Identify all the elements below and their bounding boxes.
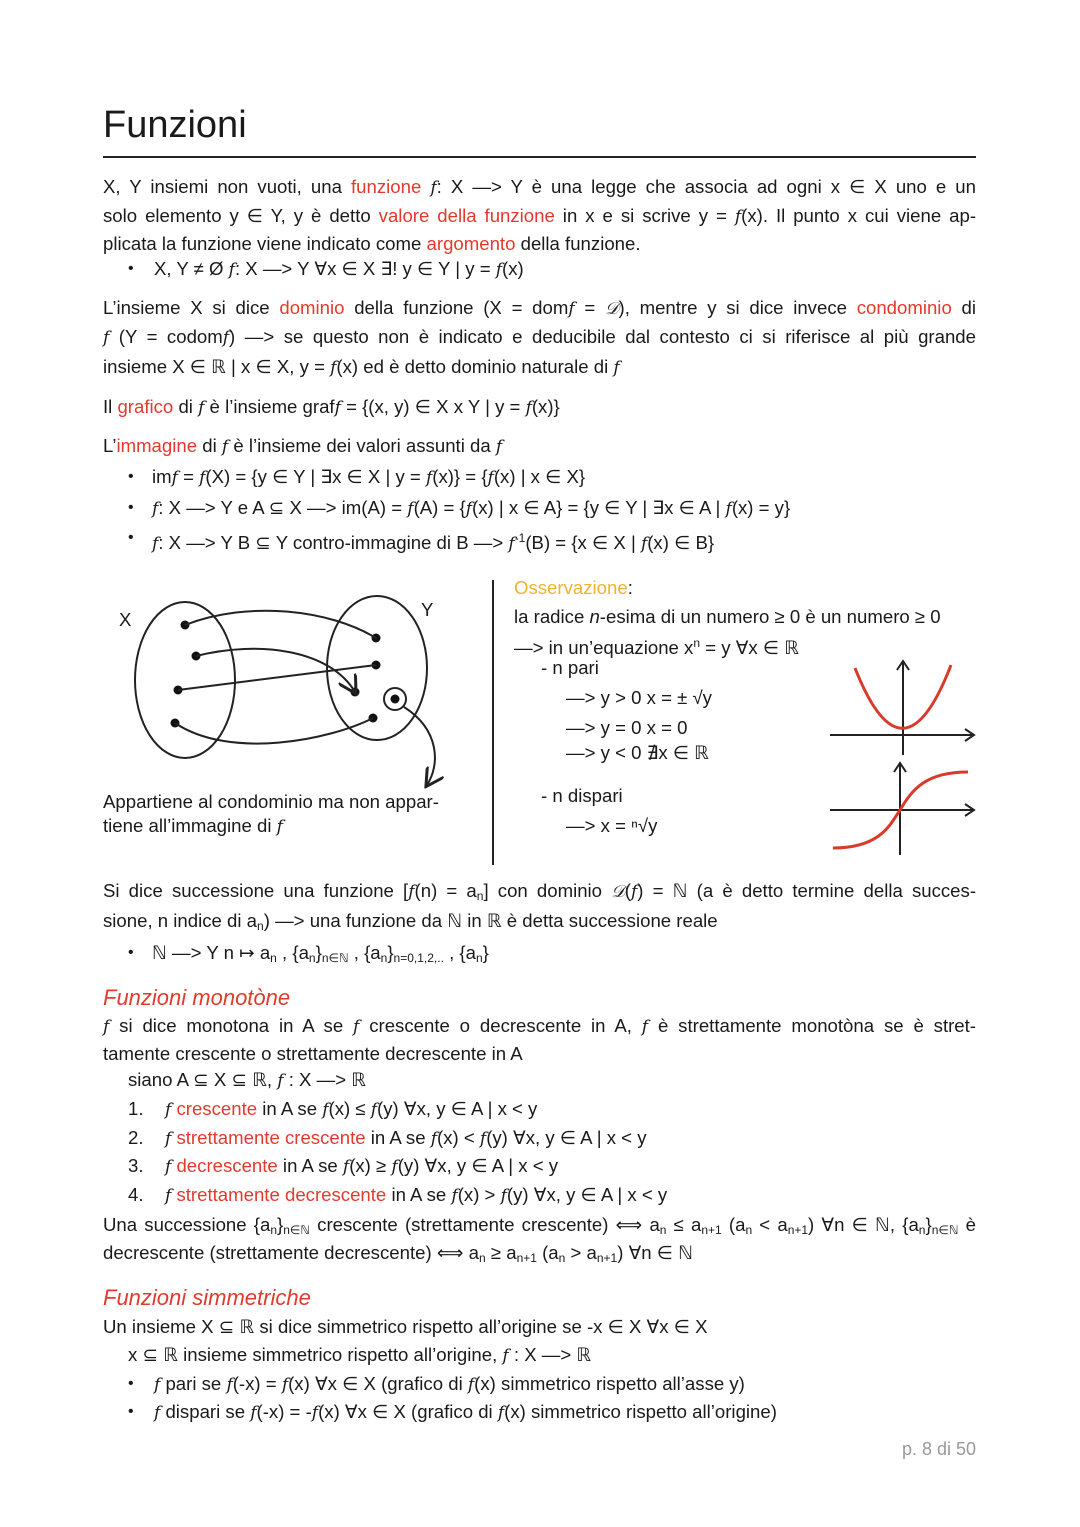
column-divider [492, 580, 494, 865]
text-span: n+1 [787, 1223, 809, 1237]
text-span: crescente (strettamente crescente) ⟺ a [309, 1214, 660, 1235]
math-symbol: f [103, 1017, 110, 1037]
text-span: n [745, 1223, 753, 1237]
math-symbol: f [154, 1403, 161, 1423]
text-span: Osservazione [514, 577, 628, 598]
math-symbol: f [342, 1157, 350, 1177]
text-span: pari se [160, 1373, 227, 1394]
list-item [154, 1400, 777, 1425]
text-span: n [476, 889, 484, 903]
highlighted-term: strettamente decrescente [176, 1184, 387, 1205]
text-span: Un insieme X ⊆ ℝ si dice simmetrico rispetto all’origine se -x ∈ X ∀x ∈ X [103, 1316, 708, 1337]
list-number: 2. [128, 1127, 144, 1148]
text-span: (y) ∀x, y ∈ A | x < y [397, 1155, 559, 1176]
page-title: Funzioni [103, 104, 247, 146]
text-span: insieme X ∈ ℝ | x ∈ X, y = [103, 356, 331, 377]
section-heading-symmetric: Funzioni simmetriche [103, 1285, 311, 1310]
text-span: (x)} = { [432, 466, 488, 487]
text-span: im [152, 466, 172, 487]
text-span: plicata la funzione viene indicato come [103, 233, 427, 254]
list-number: 4. [128, 1184, 144, 1205]
text-span: della funzione (X = dom [344, 297, 569, 318]
text-span: (-x) = [232, 1373, 282, 1394]
math-symbol: f [277, 1071, 284, 1091]
text-span: , {a [443, 942, 476, 963]
text-span: ≥ a [485, 1242, 517, 1263]
math-symbol: f [152, 499, 159, 519]
text-span: : X —> Y è una legge che associa ad ogni x ∈ X uno e un [436, 176, 976, 197]
text-span: : X —> ℝ [508, 1344, 592, 1365]
bullet-icon: • [128, 944, 134, 961]
text-span: è strettamente monotòna se è stret- [648, 1015, 976, 1036]
list-number: 3. [128, 1155, 144, 1176]
text-span: : X —> ℝ [283, 1069, 366, 1090]
text-span: dispari se [160, 1401, 251, 1422]
title-divider [103, 156, 976, 158]
observation-line [566, 686, 712, 710]
bullet-icon: • [128, 1403, 134, 1420]
math-symbol: f [425, 468, 433, 488]
math-symbol: f [222, 328, 230, 348]
text-span: di [197, 435, 222, 456]
text-span: —> y > 0 x = ± √y [566, 687, 712, 708]
text-span: di [951, 297, 976, 318]
math-symbol: f [276, 817, 283, 837]
text-span: , {a [276, 942, 309, 963]
indented-line [128, 1343, 591, 1368]
math-symbol: f [500, 1186, 507, 1206]
text-span: (x) ≤ [328, 1098, 371, 1119]
text-span: , {a [348, 942, 381, 963]
text-span: ) = ℕ (a è detto termine della succes- [637, 880, 977, 901]
text-span: n=0,1,2,.. [393, 951, 444, 965]
text-span: n [659, 1223, 667, 1237]
set-elements [171, 621, 400, 728]
paragraph-line [103, 1042, 523, 1066]
text-span: < a [752, 1214, 788, 1235]
text-span: (x) = y} [731, 497, 791, 518]
paragraph-line [103, 1213, 976, 1242]
paragraph-line [103, 204, 976, 229]
text-span: (x) ≥ [349, 1155, 392, 1176]
paragraph-line [103, 395, 560, 420]
odd-root-graph [825, 758, 980, 858]
text-span: —> in un’equazione x [514, 637, 694, 658]
highlighted-term: strettamente crescente [176, 1127, 366, 1148]
page-number: p. 8 di 50 [901, 1439, 976, 1459]
math-symbol: f [228, 260, 235, 280]
math-symbol: f [467, 1375, 475, 1395]
set-label-x: X [119, 609, 132, 630]
math-symbol: f [495, 437, 503, 457]
list-item [152, 496, 790, 521]
math-symbol: f [221, 437, 229, 457]
text-span: di [173, 396, 199, 417]
observation-line [541, 656, 599, 680]
text-span: sione, n indice di a [103, 910, 258, 931]
text-span: : X —> Y e A ⊆ X —> im(A) = [158, 497, 408, 518]
math-symbol: f [391, 1157, 398, 1177]
math-symbol: f [370, 1100, 378, 1120]
math-symbol: f [495, 260, 503, 280]
text-span: n∈ℕ [283, 1223, 310, 1237]
text-span: Appartiene al condominio ma non appar- [103, 791, 439, 812]
math-symbol: f [165, 1100, 172, 1120]
highlighted-term: crescente [176, 1098, 258, 1119]
text-span: ), mentre y si dice invece [618, 297, 857, 318]
math-symbol: f [199, 468, 206, 488]
text-span: in A se [257, 1098, 323, 1119]
math-symbol: f [430, 178, 437, 198]
text-span: ] con dominio [483, 880, 612, 901]
math-symbol: f [479, 1129, 487, 1149]
text-span: : X —> Y ∀x ∈ X ∃! y ∈ Y | y = [234, 258, 496, 279]
text-span: Una successione {a [103, 1214, 271, 1235]
bullet-icon: • [128, 260, 134, 277]
text-span: n [693, 636, 701, 650]
text-span: si dice monotona in A se [109, 1015, 354, 1036]
text-span: n [589, 606, 600, 627]
list-item [165, 1183, 667, 1208]
paragraph-line [103, 1315, 707, 1339]
text-span: (X) = {y ∈ Y | ∃x ∈ X | y = [205, 466, 426, 487]
indented-line [128, 1068, 366, 1093]
text-span: (-x) = - [256, 1401, 312, 1422]
math-symbol: f [525, 398, 532, 418]
math-symbol: f [226, 1375, 233, 1395]
observation-line [541, 784, 623, 808]
text-span: (n) = a [414, 880, 477, 901]
text-span: n [270, 951, 277, 965]
math-symbol: f [322, 1100, 329, 1120]
text-span: L’insieme X si dice [103, 297, 280, 318]
text-span: : [627, 577, 633, 598]
math-symbol: f [408, 882, 415, 902]
text-span: n [475, 951, 483, 965]
list-item [154, 257, 524, 282]
text-span: n [918, 1223, 926, 1237]
text-span: = {(x, y) ∈ X x Y | y = [340, 396, 526, 417]
text-span: n [558, 1251, 566, 1265]
list-item [165, 1126, 647, 1151]
text-span: ) —> se questo non è indicato e deducibile dal contesto ci si riferisce al più grande [229, 326, 976, 347]
text-span: - n pari [541, 657, 599, 678]
observation-line [566, 716, 687, 740]
text-span: ) ∀n ∈ ℕ [617, 1242, 694, 1263]
text-span: solo elemento y ∈ Y, y è detto [103, 205, 379, 226]
list-item [165, 1154, 558, 1179]
bullet-icon: • [128, 1375, 134, 1392]
text-span: (x) [502, 258, 524, 279]
math-symbol: f [641, 1017, 649, 1037]
text-span: è l’insieme graf [204, 396, 335, 417]
text-span: -1 [514, 531, 526, 545]
text-span: (x) | x ∈ X} [493, 466, 586, 487]
text-span: } [277, 1214, 284, 1235]
text-span: } [925, 1214, 932, 1235]
even-root-graph [825, 655, 980, 760]
text-span: -esima di un numero ≥ 0 è un numero ≥ 0 [599, 606, 941, 627]
text-span: in A se [386, 1184, 452, 1205]
paragraph-line [103, 325, 976, 350]
bullet-icon: • [128, 499, 134, 516]
text-span: n+1 [701, 1223, 722, 1237]
text-span: —> y = 0 x = 0 [566, 717, 688, 738]
paragraph-line [103, 1241, 693, 1270]
text-span: crescente o decrescente in A, [359, 1015, 642, 1036]
list-number: 1. [128, 1098, 144, 1119]
text-span: } [482, 942, 489, 963]
math-symbol: 𝒟 [604, 299, 619, 319]
math-symbol: f [165, 1186, 172, 1206]
math-symbol: f [568, 299, 575, 319]
math-symbol: f [171, 468, 178, 488]
text-span: ≤ a [666, 1214, 702, 1235]
math-symbol: f [353, 1017, 360, 1037]
math-symbol: f [311, 1403, 319, 1423]
paragraph-line [103, 434, 502, 459]
math-symbol: f [502, 1346, 509, 1366]
math-symbol: f [165, 1129, 172, 1149]
list-item [152, 465, 585, 490]
text-span: (a [536, 1242, 559, 1263]
math-symbol: f [103, 328, 110, 348]
text-span: tamente crescente o strettamente decrescente in A [103, 1043, 523, 1064]
paragraph-line [103, 1014, 976, 1039]
paragraph-line [103, 355, 620, 380]
text-span: Il [103, 396, 118, 417]
text-span: ) ∀n ∈ ℕ, {a [808, 1214, 919, 1235]
text-span: (a [721, 1214, 746, 1235]
math-symbol: f [250, 1403, 257, 1423]
math-symbol: f [497, 1403, 505, 1423]
bullet-icon: • [128, 529, 134, 546]
highlighted-term: condominio [856, 297, 952, 318]
math-symbol: f [154, 1375, 161, 1395]
text-span: (x) > [457, 1184, 501, 1205]
observation-line [514, 605, 941, 629]
text-span: è [958, 1214, 976, 1235]
math-symbol: f [165, 1157, 172, 1177]
text-span: n [270, 1223, 278, 1237]
paragraph-line [103, 175, 976, 200]
text-span: (x) simmetrico rispetto all’origine) [504, 1401, 777, 1422]
math-symbol: f [487, 468, 494, 488]
set-label-y: Y [421, 599, 434, 620]
text-span: ) —> una funzione da ℕ in ℝ è detta successione reale [263, 910, 718, 931]
paragraph-line [103, 879, 976, 908]
text-span: (y) ∀x, y ∈ A | x < y [486, 1127, 647, 1148]
text-span: (x) | x ∈ A} = {y ∈ Y | ∃x ∈ A | [472, 497, 726, 518]
text-span: - n dispari [541, 785, 623, 806]
text-span: (Y = codom [109, 326, 223, 347]
text-span: Si dice successione una funzione [ [103, 880, 409, 901]
observation-line [566, 814, 657, 838]
text-span: n+1 [596, 1251, 618, 1265]
text-span: n [380, 951, 388, 965]
text-span: L’ [103, 435, 117, 456]
text-span: n [478, 1251, 486, 1265]
text-span: della funzione. [515, 233, 641, 254]
observation-line [566, 741, 709, 765]
text-span: x ⊆ ℝ insieme simmetrico rispetto all’origine, [128, 1344, 503, 1365]
text-span: X, Y insiemi non vuoti, una [103, 176, 351, 197]
math-symbol: f [640, 534, 648, 554]
math-symbol: f [430, 1129, 438, 1149]
math-symbol: f [198, 398, 205, 418]
caption-line [103, 790, 439, 814]
text-span: in A se [277, 1155, 343, 1176]
highlighted-term: dominio [279, 297, 345, 318]
math-symbol: f [613, 358, 620, 378]
highlighted-term: argomento [426, 233, 516, 254]
bullet-icon: • [128, 468, 134, 485]
paragraph-line [103, 232, 641, 256]
text-span: n∈ℕ [321, 951, 349, 965]
text-span: n+1 [516, 1251, 537, 1265]
text-span: (x)} [531, 396, 560, 417]
section-heading-monotone: Funzioni monotòne [103, 985, 291, 1010]
math-symbol: f [734, 207, 742, 227]
text-span: tiene all’immagine di [103, 815, 277, 836]
text-span: ℕ —> Y n ↦ a [152, 942, 271, 963]
text-span: (y) ∀x, y ∈ A | x < y [377, 1098, 538, 1119]
text-span: X, Y ≠ Ø [154, 258, 229, 279]
text-span: decrescente (strettamente decrescente) ⟺ a [103, 1242, 479, 1263]
text-span: : X —> Y B ⊆ Y contro-immagine di B —> [158, 532, 509, 553]
list-item [165, 1097, 537, 1122]
text-span: in x e si scrive y = [554, 205, 735, 226]
text-span: (y) ∀x, y ∈ A | x < y [506, 1184, 668, 1205]
list-item [154, 1372, 745, 1397]
text-span: (x) ∀x ∈ X (grafico di [288, 1373, 468, 1394]
text-span: —> y < 0 ∄x ∈ ℝ [566, 742, 709, 763]
paragraph-line [103, 909, 718, 938]
text-span: > a [565, 1242, 597, 1263]
math-symbol: 𝒟 [611, 882, 625, 902]
list-item [152, 526, 714, 556]
text-span: la radice [514, 606, 590, 627]
math-symbol: f [451, 1186, 458, 1206]
list-item [152, 941, 489, 970]
text-span: (x) ∀x ∈ X (grafico di [318, 1401, 498, 1422]
function-mapping-diagram [100, 590, 460, 800]
text-span: n [308, 951, 316, 965]
math-symbol: f [334, 398, 341, 418]
text-span: (x) simmetrico rispetto all’asse y) [474, 1373, 745, 1394]
text-span: —> x = ⁿ√y [566, 815, 658, 836]
math-symbol: f [725, 499, 732, 519]
paragraph-line [103, 296, 976, 321]
highlighted-term: funzione [351, 176, 422, 197]
text-span: (A) = { [413, 497, 466, 518]
math-symbol: f [508, 534, 515, 554]
text-span: } [315, 942, 322, 963]
text-span: è l’insieme dei valori assunti da [228, 435, 496, 456]
text-span: = [574, 297, 605, 318]
text-span: n [257, 919, 264, 933]
caption-line [103, 814, 283, 839]
math-symbol: f [630, 882, 638, 902]
math-symbol: f [152, 534, 159, 554]
text-span: ( [624, 880, 631, 901]
text-span: (B) = {x ∈ X | [525, 532, 641, 553]
text-span: = [177, 466, 200, 487]
highlighted-term: grafico [117, 396, 174, 417]
text-span: (x) ∈ B} [647, 532, 715, 553]
math-symbol: f [330, 358, 337, 378]
text-span: } [387, 942, 394, 963]
text-span: siano A ⊆ X ⊆ ℝ, [128, 1069, 278, 1090]
text-span: (x). Il punto x cui viene ap- [741, 205, 977, 226]
highlighted-term: immagine [116, 435, 198, 456]
text-span: in A se [365, 1127, 431, 1148]
text-span: (x) < [437, 1127, 480, 1148]
text-span: = y ∀x ∈ ℝ [700, 637, 799, 658]
highlighted-term: valore della funzione [378, 205, 555, 226]
text-span: (x) ed è detto dominio naturale di [336, 356, 614, 377]
math-symbol: f [407, 499, 414, 519]
math-symbol: f [465, 499, 473, 519]
highlighted-term: decrescente [176, 1155, 278, 1176]
math-symbol: f [281, 1375, 289, 1395]
text-span: n∈ℕ [931, 1223, 959, 1237]
observation-title [514, 576, 633, 600]
